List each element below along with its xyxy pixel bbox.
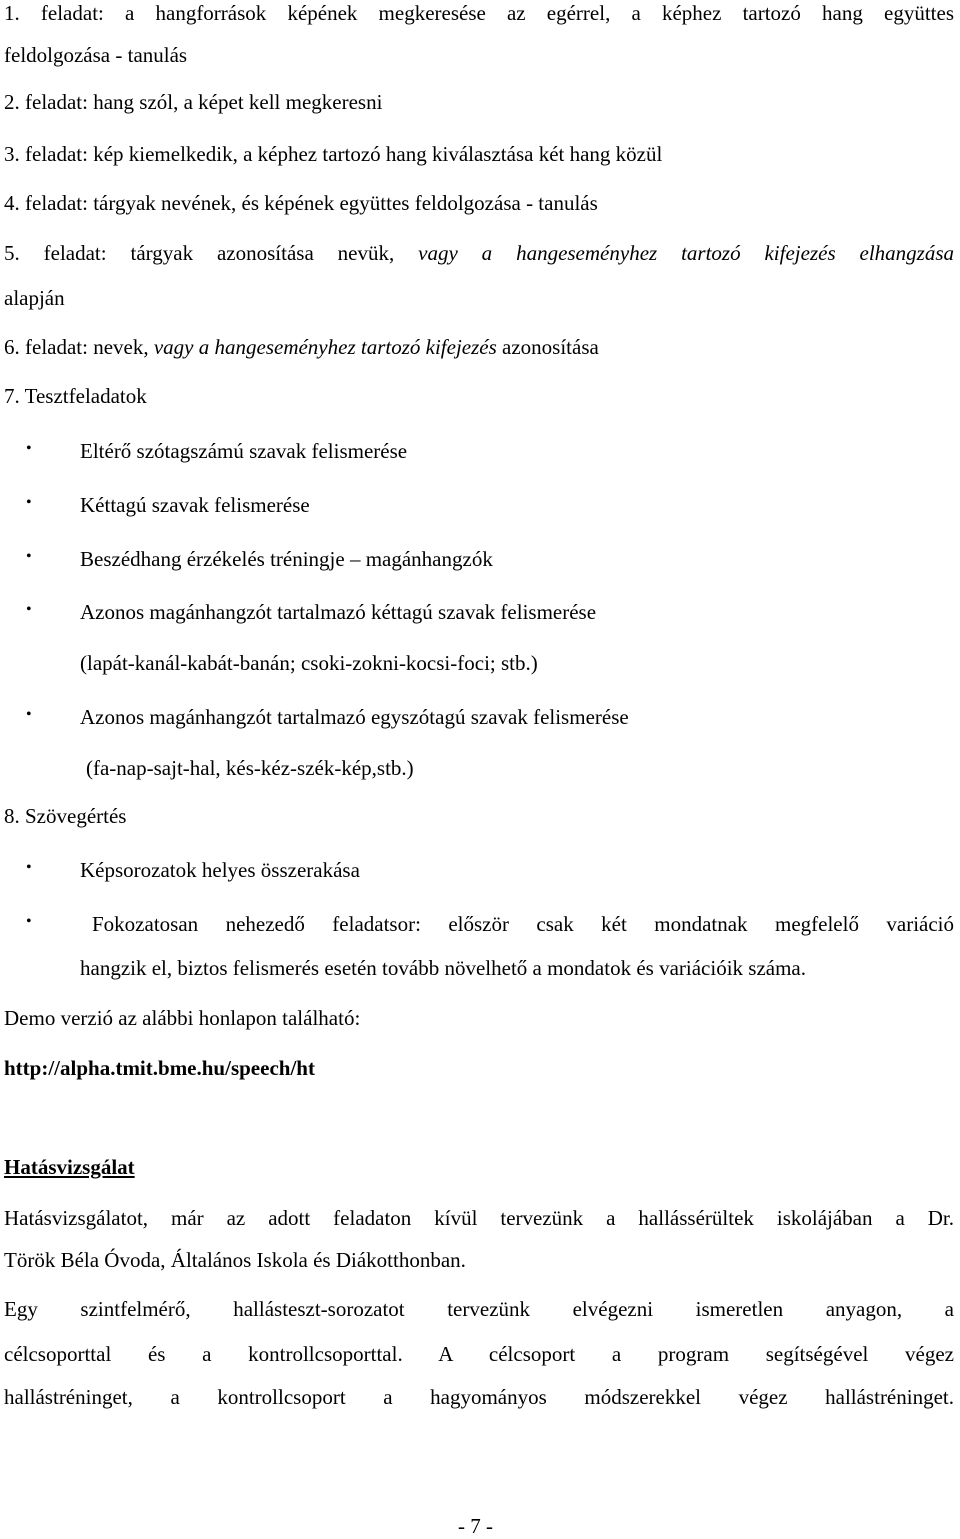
paragraph-line: célcsoporttal és a kontrollcsoporttal. A célcsoport a program segítségével végez — [4, 1342, 954, 1366]
test-item: Azonos magánhangzót tartalmazó egyszótagú szavak felismerése — [80, 705, 629, 729]
task-7: 7. Tesztfeladatok — [4, 384, 147, 408]
task-2: 2. feladat: hang szól, a képet kell megkeresni — [4, 90, 383, 114]
bullet-icon: • — [26, 440, 32, 457]
bullet-icon: • — [26, 913, 32, 930]
task-1-line-2: feldolgozása - tanulás — [4, 43, 188, 67]
task-6 — [4, 334, 954, 360]
bullet-icon: • — [26, 859, 32, 876]
page-number: - 7 - — [458, 1514, 493, 1538]
comprehension-item-continued: hangzik el, biztos felismerés esetén tovább növelhető a mondatok és variációik száma. — [80, 956, 807, 980]
comprehension-item: Fokozatosan nehezedő feladatsor: először csak két mondatnak megfelelő variáció — [92, 912, 954, 936]
task-5-text: 5. feladat: tárgyak azonosítása nevük, — [4, 241, 419, 265]
test-item-example: (fa-nap-sajt-hal, kés-kéz-szék-kép,stb.) — [86, 756, 414, 780]
test-item-example: (lapát-kanál-kabát-banán; csoki-zokni-kocsi-foci; stb.) — [80, 651, 538, 675]
task-6-text-end: azonosítása — [496, 335, 599, 359]
paragraph-line: Török Béla Óvoda, Általános Iskola és Diákotthonban. — [4, 1248, 466, 1272]
paragraph-line: Hatásvizsgálatot, már az adott feladaton kívül tervezünk a hallássérültek iskolájában a Dr. — [4, 1206, 954, 1230]
task-6-italic: vagy a hangeseményhez tartozó kifejezés — [153, 335, 497, 359]
section-heading: Hatásvizsgálat — [4, 1155, 135, 1179]
task-5-italic: vagy a hangeseményhez tartozó kifejezés elhangzása — [418, 241, 955, 265]
bullet-icon: • — [26, 706, 32, 723]
task-5-line-2: alapján — [4, 286, 65, 310]
paragraph-line: hallástréninget, a kontrollcsoport a hagyományos módszerekkel végez hallástréninget. — [4, 1385, 954, 1409]
task-1-line-1: 1. feladat: a hangforrások képének megkeresése az egérrel, a képhez tartozó hang együttes — [4, 1, 954, 25]
task-3: 3. feladat: kép kiemelkedik, a képhez tartozó hang kiválasztása két hang közül — [4, 142, 663, 166]
demo-text: Demo verzió az alábbi honlapon található: — [4, 1006, 361, 1030]
test-item: Beszédhang érzékelés tréningje – magánhangzók — [80, 547, 493, 571]
task-8: 8. Szövegértés — [4, 804, 127, 828]
test-item: Eltérő szótagszámú szavak felismerése — [80, 439, 408, 463]
test-item: Kéttagú szavak felismerése — [80, 493, 310, 517]
bullet-icon: • — [26, 601, 32, 618]
bullet-icon: • — [26, 548, 32, 565]
test-item: Azonos magánhangzót tartalmazó kéttagú szavak felismerése — [80, 600, 597, 624]
paragraph-line: Egy szintfelmérő, hallásteszt-sorozatot tervezünk elvégezni ismeretlen anyagon, a — [4, 1297, 954, 1321]
task-4: 4. feladat: tárgyak nevének, és képének együttes feldolgozása - tanulás — [4, 191, 598, 215]
bullet-icon: • — [26, 494, 32, 511]
task-6-text: 6. feladat: nevek, — [4, 335, 154, 359]
demo-link[interactable]: http://alpha.tmit.bme.hu/speech/ht — [4, 1056, 315, 1080]
task-5-line-1 — [4, 240, 954, 266]
comprehension-item: Képsorozatok helyes összerakása — [80, 858, 360, 882]
